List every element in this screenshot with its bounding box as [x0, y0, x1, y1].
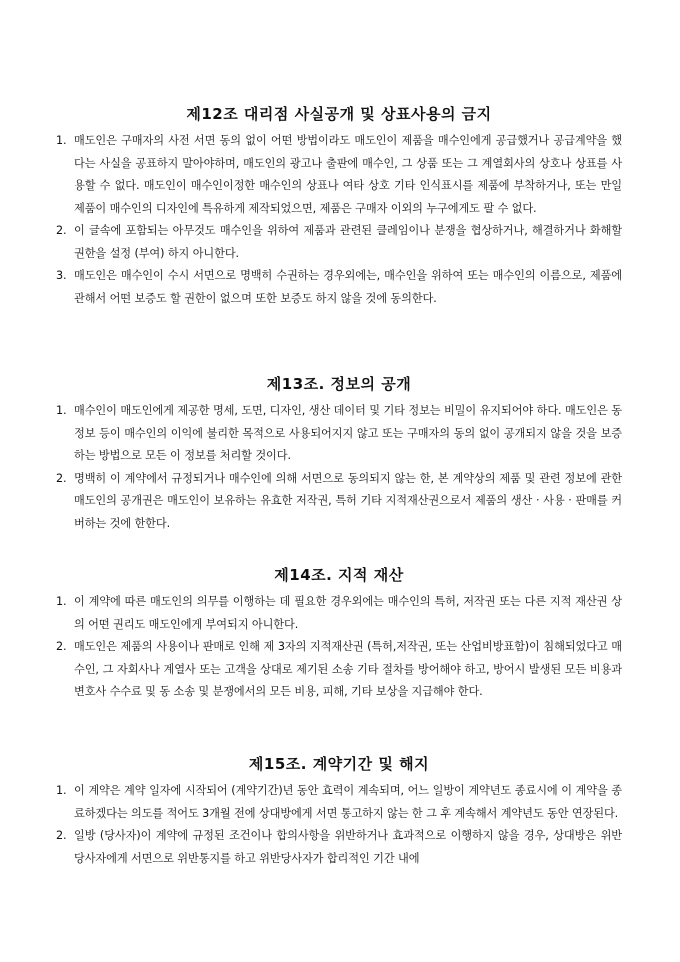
clause-number: 1.: [56, 404, 67, 417]
clause-list: [56, 130, 622, 310]
clause-item: [56, 636, 622, 704]
clause-text: 명백히 이 계약에서 규정되거나 매수인에 의해 서면으로 동의되지 않는 한, 본 계약상의 제품 및 관련 정보에 관한 매도인의 공개권은 매도인이 보유하는 유효한 저작권, 특허 기타 지적재산권으로서 제품의 생산 · 사용 · 판매를 커버하는 것에 한한다.: [74, 471, 622, 530]
clause-number: 2.: [56, 224, 67, 237]
clause-item: [56, 130, 622, 220]
clause-item: [56, 591, 622, 636]
section-heading: 제12조 대리점 사실공개 및 상표사용의 금지: [186, 105, 492, 123]
clause-text: 매도인은 제품의 사용이나 판매로 인해 제 3자의 지적재산권 (특허,저작권, 또는 산업비방표함)이 침해되었다고 매수인, 그 자회사나 계열사 또는 고객을 상대로 제기된 소송 기타 절차를 방어해야 하고, 방어시 발생된 모든 비용과 변호사 수수료 및 동 소송 및 분쟁에서의 모든 비용, 피해, 기타 보상을 지급해야 한다.: [74, 640, 622, 698]
section-article-15: [56, 754, 622, 870]
clause-item: [56, 825, 622, 870]
section-article-13: [56, 374, 622, 535]
clause-text: 일방 (당사자)이 계약에 규정된 조건이나 합의사항을 위반하거나 효과적으로 이행하지 않을 경우, 상대방은 위반 당사자에게 서면으로 위반통지를 하고 위반당사자가 합리적인 기간 내에: [74, 829, 622, 865]
clause-text: 매수인이 매도인에게 제공한 명세, 도면, 디자인, 생산 데이터 및 기타 정보는 비밀이 유지되어야 하다. 매도인은 동 정보 등이 매수인의 이익에 불리한 목적으로 사용되어지지 않고 또는 구매자의 동의 없이 공개되지 않을 것을 보증하는 방법으로 모든 이 정보를 처리할 것이다.: [74, 404, 622, 462]
clause-list: [56, 780, 622, 870]
clause-text: 이 계약에 따른 매도인의 의무를 이행하는 데 필요한 경우외에는 매수인의 특허, 저작권 또는 다른 지적 재산권 상의 어떤 권리도 매도인에게 부여되지 아니한다.: [74, 595, 622, 631]
clause-number: 2.: [56, 471, 67, 485]
clause-number: 1.: [56, 595, 67, 608]
clause-text: 이 계약은 계약 일자에 시작되어 (계약기간)년 동안 효력이 계속되며, 어느 일방이 계약년도 종료시에 이 계약을 종료하겠다는 의도를 적어도 3개월 전에 상대방에게 서면 통고하지 않는 한 그 후 계속해서 계약년도 동안 연장된다.: [74, 784, 622, 820]
clause-text: 매도인은 구매자의 사전 서면 동의 없이 어떤 방법이라도 매도인이 제품을 매수인에게 공급했거나 공급계약을 했다는 사실을 공표하지 말아야하며, 매도인의 광고나 출판에 매수인, 그 상품 또는 그 계열회사의 상호나 상표를 사용할 수 없다. 매도인이 매수인이정한 매수인의 상표나 여타 상호 기타 인식표시를 제품에 부착하거나, 또는 만일 제품이 매수인의 디자인에 특유하게 제작되었으면, 제품은 구매자 이외의 누구에게도 팔 수 없다.: [74, 134, 622, 215]
clause-number: 2.: [56, 829, 67, 842]
clause-item: [56, 265, 622, 310]
clause-number: 1.: [56, 134, 67, 147]
clause-list: [56, 400, 622, 535]
clause-item: [56, 400, 622, 468]
section-article-12: [56, 104, 622, 310]
clause-item: [56, 780, 622, 825]
clause-item: [56, 220, 622, 265]
clause-item: [56, 468, 622, 536]
section-heading: 제15조. 계약기간 및 해지: [248, 755, 430, 773]
section-article-14: [56, 565, 622, 704]
clause-text: 매도인은 매수인이 수시 서면으로 명백히 수권하는 경우외에는, 매수인을 위하여 또는 매수인의 이름으로, 제품에 관해서 어떤 보증도 할 권한이 없으며 또한 보증도 하지 않을 것에 동의한다.: [74, 269, 622, 305]
section-heading: 제14조. 지적 재산: [274, 566, 404, 584]
clause-number: 2.: [56, 640, 67, 653]
section-heading: 제13조. 정보의 공개: [266, 375, 412, 393]
clause-list: [56, 591, 622, 704]
clause-text: 이 글속에 포함되는 아무것도 매수인을 위하여 제품과 관련된 클레임이나 분쟁을 협상하거나, 해결하거나 화해할 권한을 설정 (부여) 하지 아니한다.: [74, 224, 622, 260]
clause-number: 3.: [56, 269, 67, 282]
clause-number: 1.: [56, 784, 67, 797]
